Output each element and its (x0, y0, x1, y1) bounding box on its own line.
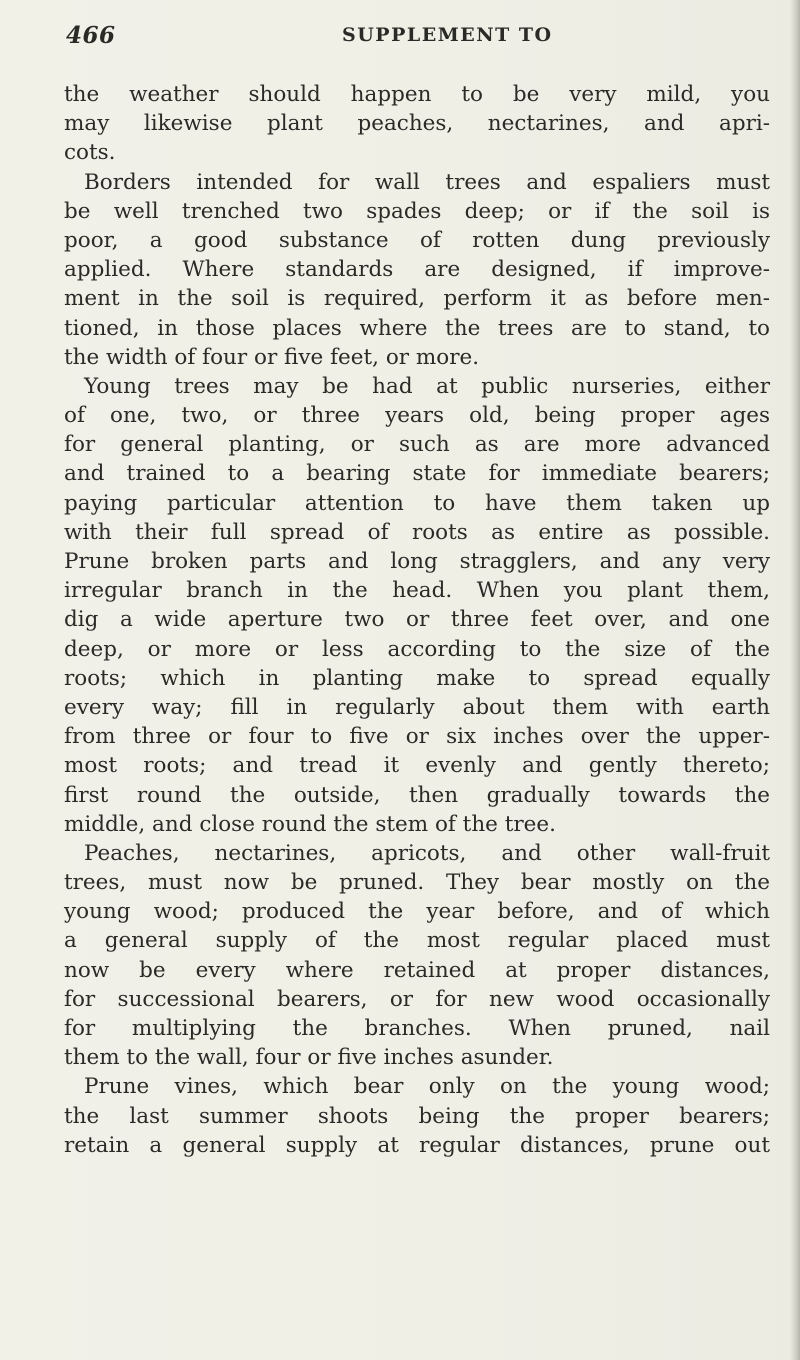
body-text (64, 80, 770, 1160)
text-line: the last summer shoots being the proper bearers; (64, 1103, 770, 1129)
page-number: 466 (66, 22, 116, 49)
text-line: trees, must now be pruned. They bear mostly on the (64, 870, 770, 896)
text-line: now be every where retained at proper distances, (64, 957, 770, 983)
text-line: deep, or more or less according to the size of the (64, 636, 770, 662)
text-line: retain a general supply at regular distances, prune out (64, 1132, 770, 1158)
text-line: young wood; produced the year before, and of which (64, 899, 770, 925)
text-line: Prune broken parts and long stragglers, and any very (64, 549, 770, 574)
text-line: with their full spread of roots as entire as possible. (64, 519, 770, 545)
text-line: them to the wall, four or five inches asunder. (64, 1045, 554, 1071)
text-line: poor, a good substance of rotten dung previously (64, 227, 770, 253)
text-line: Young trees may be had at public nurseries, either (84, 373, 770, 399)
text-line: be well trenched two spades deep; or if the soil is (64, 198, 770, 224)
text-line: of one, two, or three years old, being proper ages (64, 403, 770, 429)
text-line: ment in the soil is required, perform it as before men- (64, 286, 770, 312)
text-line: the width of four or five feet, or more. (64, 344, 480, 370)
text-line: first round the outside, then gradually towards the (64, 782, 770, 808)
running-head: SUPPLEMENT TO (342, 24, 553, 46)
text-line: cots. (64, 140, 116, 166)
text-line: for multiplying the branches. When pruned, nail (64, 1016, 770, 1041)
text-line: may likewise plant peaches, nectarines, and apri- (64, 111, 770, 137)
text-line: irregular branch in the head. When you plant them, (64, 578, 770, 604)
text-line: applied. Where standards are designed, if improve- (64, 257, 770, 283)
text-line: the weather should happen to be very mild, you (64, 82, 770, 107)
text-line: Prune vines, which bear only on the young wood; (84, 1074, 770, 1100)
text-line: paying particular attention to have them taken up (64, 490, 770, 516)
text-line: for general planting, or such as are more advanced (64, 432, 770, 458)
text-line: tioned, in those places where the trees are to stand, to (64, 315, 770, 341)
text-line: Borders intended for wall trees and espaliers must (84, 169, 770, 195)
text-line: roots; which in planting make to spread equally (64, 665, 770, 691)
text-line: Peaches, nectarines, apricots, and other wall-fruit (84, 840, 770, 866)
text-line: every way; fill in regularly about them with earth (64, 694, 770, 720)
text-line: and trained to a bearing state for immediate bearers; (64, 461, 770, 487)
text-line: most roots; and tread it evenly and gently thereto; (64, 753, 770, 779)
text-line: dig a wide aperture two or three feet over, and one (64, 607, 770, 633)
text-line: from three or four to five or six inches over the upper- (64, 724, 770, 750)
page-header (66, 22, 766, 62)
text-line: a general supply of the most regular placed must (64, 928, 770, 954)
text-line: for successional bearers, or for new wood occasionally (64, 986, 770, 1012)
text-line: middle, and close round the stem of the tree. (64, 811, 556, 837)
page-binding-edge (790, 0, 800, 1360)
